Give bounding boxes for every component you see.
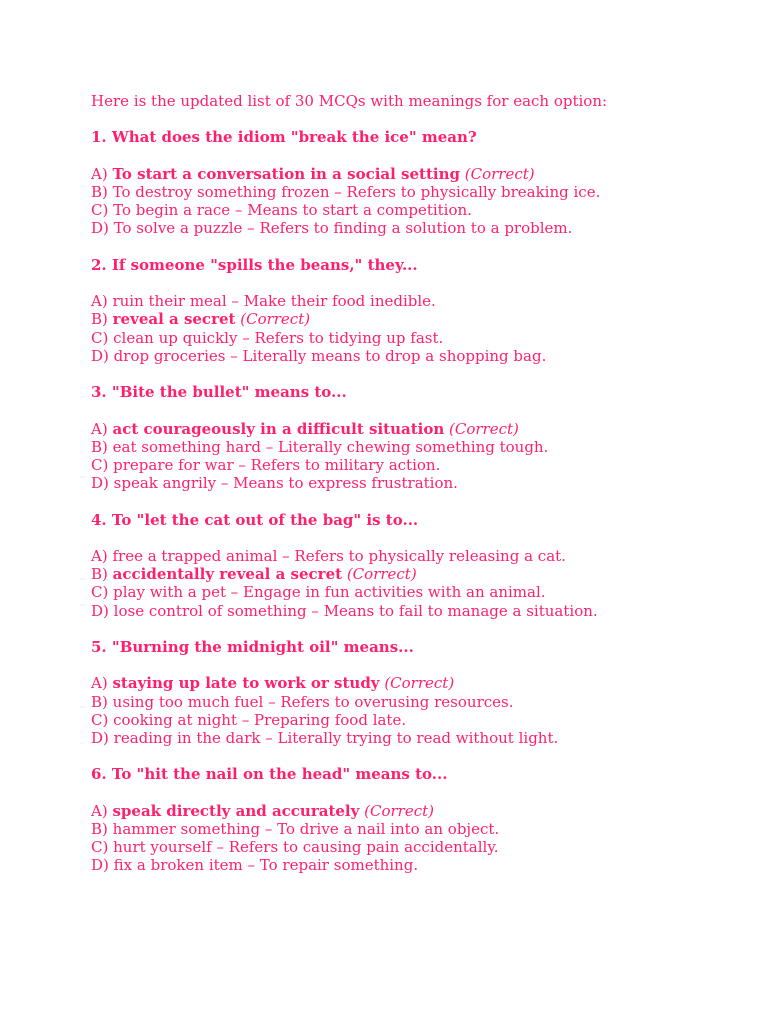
question-block — [91, 128, 751, 237]
option-letter: A) — [91, 546, 108, 565]
option-text: play with a pet – Engage in fun activities with an animal. — [113, 583, 546, 602]
option-line — [91, 547, 751, 565]
option-text: clean up quickly – Refers to tidying up fast. — [113, 328, 444, 347]
question-block — [91, 256, 751, 365]
option-letter: C) — [91, 710, 109, 729]
question-spacer — [91, 365, 751, 383]
question-spacer — [91, 238, 751, 256]
correct-marker: (Correct) — [240, 310, 311, 329]
option-letter: C) — [91, 455, 109, 474]
option-letter: D) — [91, 856, 109, 875]
option-line — [91, 310, 751, 328]
option-text: ruin their meal – Make their food inedible. — [112, 292, 436, 311]
option-line — [91, 165, 751, 183]
option-line — [91, 602, 751, 620]
question-title: 6. To "hit the nail on the head" means to... — [91, 765, 448, 784]
option-line — [91, 201, 751, 219]
question-spacer — [91, 747, 751, 765]
option-line — [91, 674, 751, 692]
correct-marker: (Correct) — [464, 164, 535, 183]
option-text: reading in the dark – Literally trying to read without light. — [113, 728, 559, 747]
option-text: prepare for war – Refers to military action. — [113, 455, 441, 474]
option-letter: B) — [91, 182, 108, 201]
option-line — [91, 820, 751, 838]
option-letter: C) — [91, 838, 109, 857]
option-letter: A) — [91, 801, 108, 820]
question-spacer — [91, 492, 751, 510]
option-line — [91, 474, 751, 492]
option-letter: B) — [91, 437, 108, 456]
option-text: cooking at night – Preparing food late. — [113, 710, 407, 729]
option-line — [91, 456, 751, 474]
option-text: fix a broken item – To repair something. — [113, 856, 419, 875]
option-text: To solve a puzzle – Refers to finding a solution to a problem. — [113, 219, 573, 238]
option-line — [91, 347, 751, 365]
intro-text: Here is the updated list of 30 MCQs with meanings for each option: — [91, 92, 608, 110]
option-line — [91, 583, 751, 601]
option-letter: A) — [91, 164, 108, 183]
option-letter: A) — [91, 674, 108, 693]
option-letter: D) — [91, 474, 109, 493]
option-letter: D) — [91, 728, 109, 747]
question-title: 4. To "let the cat out of the bag" is to... — [91, 510, 419, 529]
question-title: 3. "Bite the bullet" means to... — [91, 383, 347, 402]
option-letter: A) — [91, 292, 108, 311]
option-letter: C) — [91, 583, 109, 602]
option-line — [91, 729, 751, 747]
option-text: hammer something – To drive a nail into an object. — [112, 819, 500, 838]
option-letter: B) — [91, 692, 108, 711]
correct-answer-text: accidentally reveal a secret — [112, 565, 343, 584]
question-list — [91, 128, 751, 874]
option-letter: B) — [91, 310, 108, 329]
document-page — [91, 92, 751, 875]
option-letter: B) — [91, 819, 108, 838]
option-line — [91, 183, 751, 201]
option-text: speak angrily – Means to express frustration. — [113, 474, 458, 493]
option-letter: A) — [91, 419, 108, 438]
option-line — [91, 838, 751, 856]
question-block — [91, 638, 751, 747]
option-letter: D) — [91, 601, 109, 620]
option-letter: D) — [91, 219, 109, 238]
correct-marker: (Correct) — [449, 419, 519, 438]
correct-answer-text: act courageously in a difficult situation — [112, 419, 445, 438]
option-letter: D) — [91, 346, 109, 365]
option-text: eat something hard – Literally chewing something tough. — [112, 437, 549, 456]
correct-answer-text: To start a conversation in a social setting — [112, 164, 460, 183]
option-letter: B) — [91, 565, 108, 584]
option-line — [91, 438, 751, 456]
question-spacer — [91, 620, 751, 638]
question-title: 5. "Burning the midnight oil" means... — [91, 637, 414, 656]
option-text: drop groceries – Literally means to drop a shopping bag. — [113, 346, 547, 365]
option-line — [91, 565, 751, 583]
option-line — [91, 292, 751, 310]
option-line — [91, 420, 751, 438]
question-title: 1. What does the idiom "break the ice" mean? — [91, 128, 477, 147]
option-text: lose control of something – Means to fail to manage a situation. — [113, 601, 598, 620]
option-line — [91, 693, 751, 711]
option-letter: C) — [91, 201, 109, 220]
question-block — [91, 765, 751, 874]
option-text: To destroy something frozen – Refers to physically breaking ice. — [112, 182, 601, 201]
correct-answer-text: staying up late to work or study — [112, 674, 380, 693]
question-title: 2. If someone "spills the beans," they... — [91, 255, 418, 274]
option-line — [91, 329, 751, 347]
option-text: using too much fuel – Refers to overusing resources. — [112, 692, 514, 711]
correct-marker: (Correct) — [364, 801, 434, 820]
correct-marker: (Correct) — [346, 565, 417, 584]
option-line — [91, 802, 751, 820]
option-text: free a trapped animal – Refers to physically releasing a cat. — [112, 546, 566, 565]
option-text: hurt yourself – Refers to causing pain accidentally. — [113, 838, 499, 857]
option-line — [91, 711, 751, 729]
correct-answer-text: speak directly and accurately — [112, 801, 360, 820]
option-text: To begin a race – Means to start a competition. — [113, 201, 472, 220]
correct-marker: (Correct) — [384, 674, 455, 693]
question-block — [91, 383, 751, 492]
option-letter: C) — [91, 328, 109, 347]
question-block — [91, 511, 751, 620]
option-line — [91, 856, 751, 874]
correct-answer-text: reveal a secret — [112, 310, 236, 329]
option-line — [91, 219, 751, 237]
